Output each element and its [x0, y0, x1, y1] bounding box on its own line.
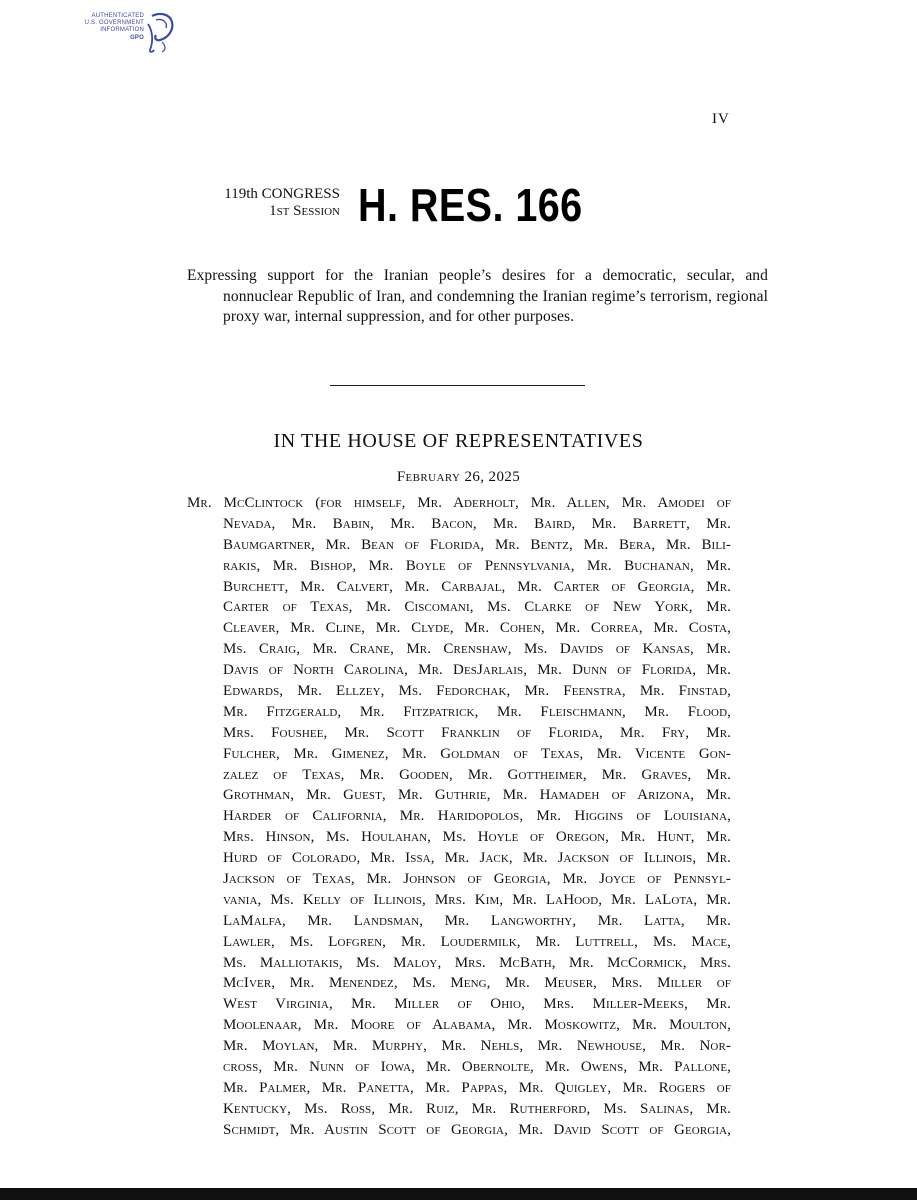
seal-text-line: INFORMATION: [100, 27, 144, 33]
sponsor-line: rakis, Mr. Bishop, Mr. Boyle of Pennsylvania, Mr. Buchanan, Mr.: [223, 557, 731, 574]
sponsor-line: Mr. Fitzgerald, Mr. Fitzpatrick, Mr. Fleischmann, Mr. Flood,: [223, 703, 731, 720]
sponsor-line: zalez of Texas, Mr. Gooden, Mr. Gottheimer, Mr. Graves, Mr.: [223, 766, 731, 783]
bottom-border-bar: [0, 1188, 917, 1200]
sponsor-line: Baumgartner, Mr. Bean of Florida, Mr. Bentz, Mr. Bera, Mr. Bili-: [223, 536, 731, 553]
sponsor-line: Burchett, Mr. Calvert, Mr. Carbajal, Mr. Carter of Georgia, Mr.: [223, 578, 731, 595]
sponsor-line: Moolenaar, Mr. Moore of Alabama, Mr. Moskowitz, Mr. Moulton,: [223, 1017, 731, 1034]
sponsor-line: McIver, Mr. Menendez, Ms. Meng, Mr. Meuser, Mrs. Miller of: [223, 975, 731, 992]
sponsor-line: Kentucky, Ms. Ross, Mr. Ruiz, Mr. Rutherford, Ms. Salinas, Mr.: [223, 1100, 731, 1117]
congress-session-block: [170, 186, 340, 220]
sponsor-line: Mr. McClintock (for himself, Mr. Aderholt, Mr. Allen, Mr. Amodei of: [187, 495, 731, 511]
sponsor-line: Harder of California, Mr. Haridopolos, Mr. Higgins of Louisiana,: [223, 808, 731, 825]
sponsor-line: Schmidt, Mr. Austin Scott of Georgia, Mr. David Scott of Georgia,: [223, 1121, 731, 1138]
sponsor-line: vania, Ms. Kelly of Illinois, Mrs. Kim, Mr. LaHood, Mr. LaLota, Mr.: [223, 891, 731, 908]
session-label: 1st Session: [269, 203, 340, 219]
page-label: IV: [712, 111, 730, 127]
sponsor-line: Grothman, Mr. Guest, Mr. Guthrie, Mr. Hamadeh of Arizona, Mr.: [223, 787, 731, 804]
sponsor-line: Edwards, Mr. Ellzey, Ms. Fedorchak, Mr. Feenstra, Mr. Finstad,: [223, 683, 731, 700]
sponsor-line: Ms. Craig, Mr. Crane, Mr. Crenshaw, Ms. Davids of Kansas, Mr.: [223, 641, 731, 658]
sponsor-line: West Virginia, Mr. Miller of Ohio, Mrs. Miller-Meeks, Mr.: [223, 996, 731, 1013]
sponsor-line: Davis of North Carolina, Mr. DesJarlais, Mr. Dunn of Florida, Mr.: [223, 662, 731, 679]
gpo-authentication-seal: [82, 10, 178, 54]
sponsor-line: Mrs. Hinson, Ms. Houlahan, Ms. Hoyle of Oregon, Mr. Hunt, Mr.: [223, 829, 731, 846]
sponsor-line: cross, Mr. Nunn of Iowa, Mr. Obernolte, Mr. Owens, Mr. Pallone,: [223, 1059, 731, 1076]
seal-text-line: AUTHENTICATED: [91, 13, 144, 19]
congress-number: 119th CONGRESS: [224, 186, 340, 202]
sponsors-paragraph: [187, 493, 731, 1141]
sponsor-line: LaMalfa, Mr. Landsman, Mr. Langworthy, Mr. Latta, Mr.: [223, 912, 731, 929]
sponsor-line: Hurd of Colorado, Mr. Issa, Mr. Jack, Mr. Jackson of Illinois, Mr.: [223, 850, 731, 867]
sponsor-line: Fulcher, Mr. Gimenez, Mr. Goldman of Texas, Mr. Vicente Gon-: [223, 745, 731, 762]
sponsor-line: Jackson of Texas, Mr. Johnson of Georgia, Mr. Joyce of Pennsyl-: [223, 871, 731, 888]
seal-text-line: GPO: [130, 35, 144, 41]
sponsor-line: Mr. Palmer, Mr. Panetta, Mr. Pappas, Mr. Quigley, Mr. Rogers of: [223, 1079, 731, 1096]
resolution-title: Expressing support for the Iranian people’s desires for a democratic, secular, and nonnuclear Republic of Iran, and condemning the Iranian regime’s terrorism, regional proxy war, internal suppression, and for other purposes.: [187, 267, 768, 325]
sponsor-line: Cleaver, Mr. Cline, Mr. Clyde, Mr. Cohen, Mr. Correa, Mr. Costa,: [223, 620, 731, 637]
sponsor-line: Mrs. Foushee, Mr. Scott Franklin of Florida, Mr. Fry, Mr.: [223, 724, 731, 741]
sponsor-line: Nevada, Mr. Babin, Mr. Bacon, Mr. Baird, Mr. Barrett, Mr.: [223, 515, 731, 532]
bill-number-heading: H. RES. 166: [358, 179, 583, 231]
sponsor-line: Mr. Moylan, Mr. Murphy, Mr. Nehls, Mr. Newhouse, Mr. Nor-: [223, 1038, 731, 1055]
sponsor-line: Ms. Malliotakis, Ms. Maloy, Mrs. McBath, Mr. McCormick, Mrs.: [223, 954, 731, 971]
sponsor-line: Carter of Texas, Mr. Ciscomani, Ms. Clarke of New York, Mr.: [223, 599, 731, 616]
divider-rule: [330, 385, 585, 386]
date-text: February 26, 2025: [396, 469, 521, 485]
seal-text-line: U.S. GOVERNMENT: [84, 20, 144, 26]
sponsor-line: Lawler, Ms. Lofgren, Mr. Loudermilk, Mr. Luttrell, Ms. Mace,: [223, 933, 731, 950]
chamber-heading: IN THE HOUSE OF REPRESENTATIVES: [273, 430, 644, 452]
introduction-date: [0, 469, 917, 486]
